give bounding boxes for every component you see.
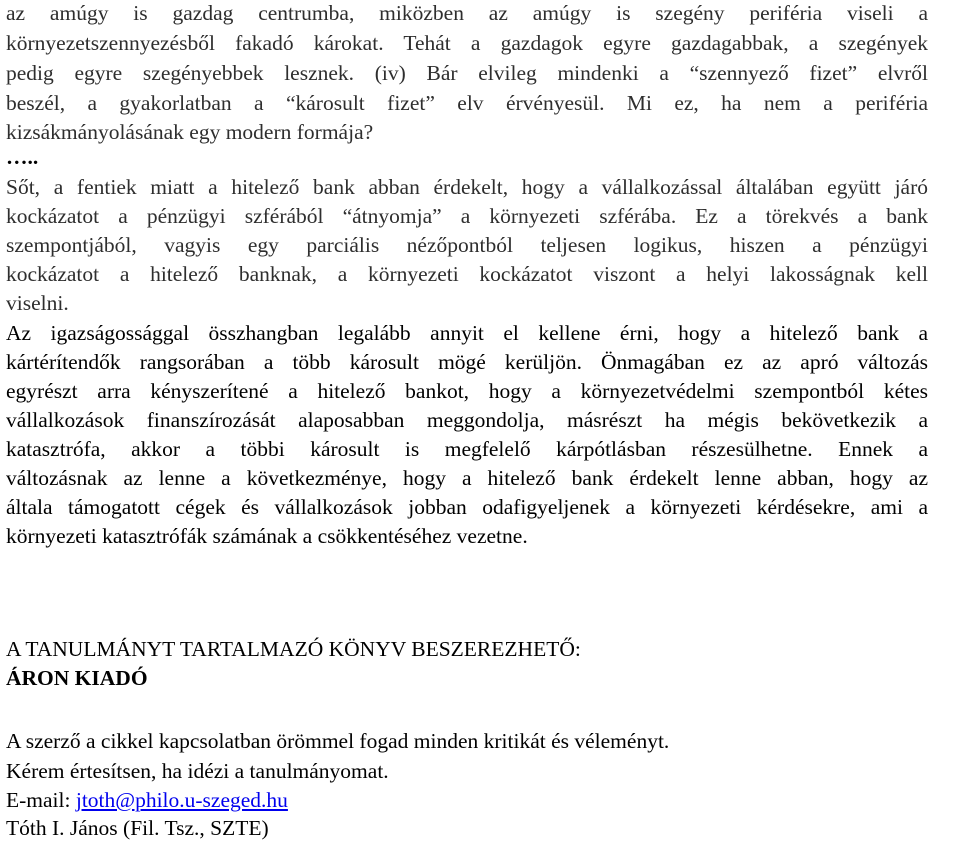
body-line-7: kártérítendők rangsorában a több károsult mögé kerüljön. Önmagában ez az apró változás: [6, 350, 928, 374]
ellipsis-marker: …..: [6, 145, 39, 169]
citation-request: Kérem értesítsen, ha idézi a tanulmányomat.: [6, 759, 389, 783]
email-link[interactable]: jtoth@philo.u-szeged.hu: [75, 788, 288, 812]
intro-line-1: az amúgy is gazdag centrumba, miközben az amúgy is szegény periféria viseli a: [6, 1, 928, 25]
book-notice: A TANULMÁNYT TARTALMAZÓ KÖNYV BESZEREZHETŐ:: [6, 637, 581, 661]
email-line: [6, 785, 288, 815]
body-line-12: általa támogatott cégek és vállalkozások jobban odafigyeljenek a környezeti kérdésekre, ami a: [6, 495, 928, 519]
publisher-name: ÁRON KIADÓ: [6, 666, 148, 690]
intro-line-3: pedig egyre szegényebbek lesznek. (iv) Bár elvileg mindenki a “szennyező fizet” elvről: [6, 61, 928, 85]
body-line-5: viselni.: [6, 291, 69, 315]
intro-line-4: beszél, a gyakorlatban a “károsult fizet” elv érvényesül. Mi ez, ha nem a periféria: [6, 91, 928, 115]
body-line-8: egyrészt arra kényszerítené a hitelező bankot, hogy a környezetvédelmi szempontból kétes: [6, 379, 928, 403]
email-label: E-mail:: [6, 788, 76, 812]
intro-line-5: kizsákmányolásának egy modern formája?: [6, 120, 374, 144]
body-line-2: kockázatot a pénzügyi szférából “átnyomja” a környezeti szférába. Ez a törekvés a bank: [6, 204, 928, 228]
body-line-4: kockázatot a hitelező banknak, a környezeti kockázatot viszont a helyi lakosságnak kell: [6, 262, 928, 286]
feedback-text: A szerző a cikkel kapcsolatban örömmel fogad minden kritikát és véleményt.: [6, 729, 670, 753]
body-line-11: változásnak az lenne a következménye, hogy a hitelező bank érdekelt lenne abban, hogy az: [6, 466, 928, 490]
body-line-3: szempontjából, vagyis egy parciális nézőpontból teljesen logikus, hiszen a pénzügyi: [6, 233, 928, 257]
body-line-10: katasztrófa, akkor a többi károsult is megfelelő kárpótlásban részesülhetne. Ennek a: [6, 437, 928, 461]
body-line-1: Sőt, a fentiek miatt a hitelező bank abban érdekelt, hogy a vállalkozással általában együtt járó: [6, 175, 928, 199]
author-line: Tóth I. János (Fil. Tsz., SZTE): [6, 816, 269, 840]
intro-line-2: környezetszennyezésből fakadó károkat. Tehát a gazdagok egyre gazdagabbak, a szegények: [6, 31, 928, 55]
body-line-6: Az igazságossággal összhangban legalább annyit el kellene érni, hogy a hitelező bank a: [6, 321, 928, 345]
body-line-13: környezeti katasztrófák számának a csökkentéséhez vezetne.: [6, 524, 528, 548]
body-line-9: vállalkozások finanszírozását alaposabban meggondolja, másrészt ha mégis bekövetkezik a: [6, 408, 928, 432]
